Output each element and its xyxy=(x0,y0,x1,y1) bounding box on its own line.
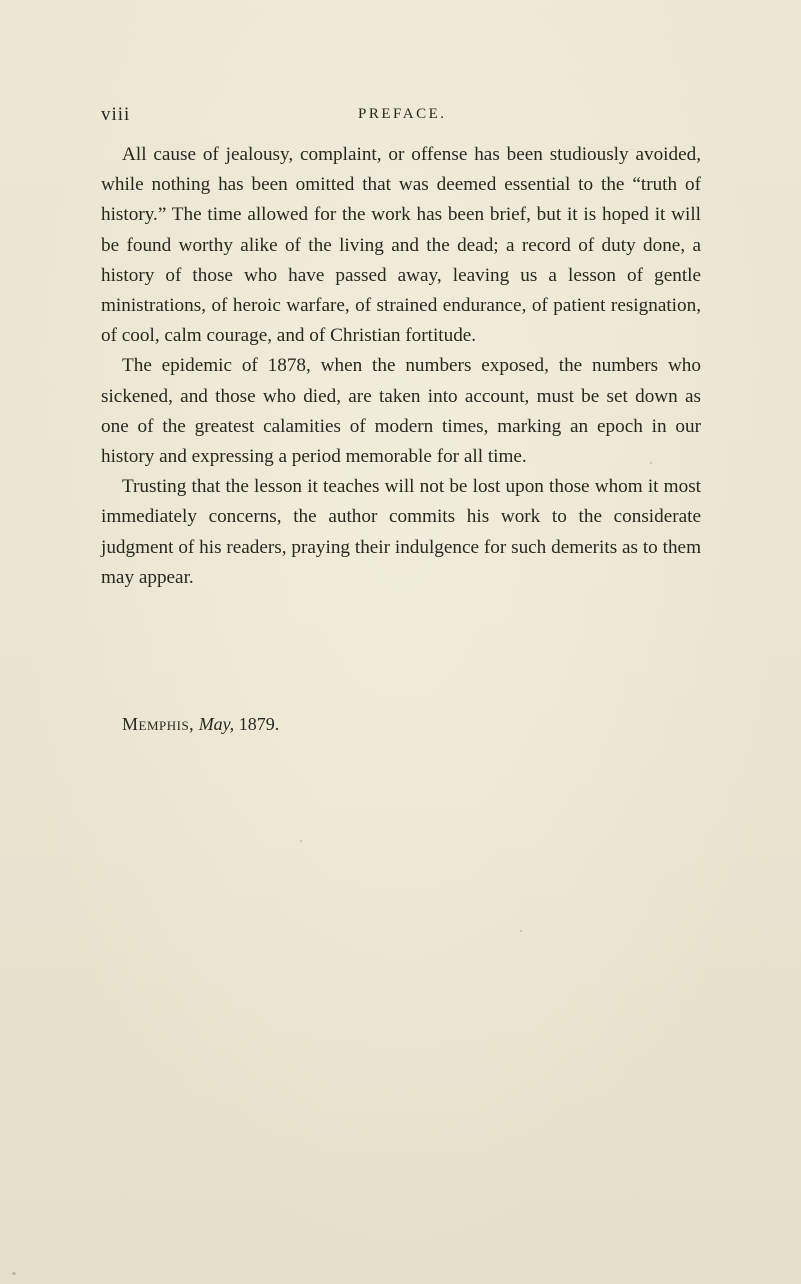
paper-speck xyxy=(520,930,522,932)
paragraph-1: All cause of jealousy, complaint, or offense has been studiously avoided, while nothing has been omitted that was deemed essential to the “truth of history.” The time allowed for the work has been brief, but it is hoped it will be found worthy alike of the living and the dead; a record of duty done, a history of those who have passed away, leaving us a lesson of gentle ministrations, of heroic warfare, of strained endurance, of patient resignation, of cool, calm courage, and of Christian fortitude. xyxy=(101,144,701,347)
page-number: viii xyxy=(101,104,131,125)
signoff xyxy=(122,714,279,735)
running-head xyxy=(101,104,701,128)
signoff-month: May, xyxy=(198,714,235,734)
paper-speck xyxy=(650,462,652,464)
paper-speck xyxy=(300,840,302,842)
signoff-place: Memphis, xyxy=(122,714,195,734)
paragraph-3: Trusting that the lesson it teaches will not be lost upon those whom it most immediately concerns, the author commits his work to the considerate judgment of his readers, praying their indulgence for such demerits as to them may appear. xyxy=(101,476,701,588)
paper-speck xyxy=(12,1272,16,1275)
paragraph-2: The epidemic of 1878, when the numbers exposed, the numbers who sickened, and those who died, are taken into account, must be set down as one of the greatest calamities of modern times, marking an epoch in our history and expressing a period memorable for all time. xyxy=(101,355,701,468)
preface-body xyxy=(101,140,701,593)
signoff-year: 1879. xyxy=(238,714,280,734)
running-head-title: PREFACE. xyxy=(358,106,447,122)
